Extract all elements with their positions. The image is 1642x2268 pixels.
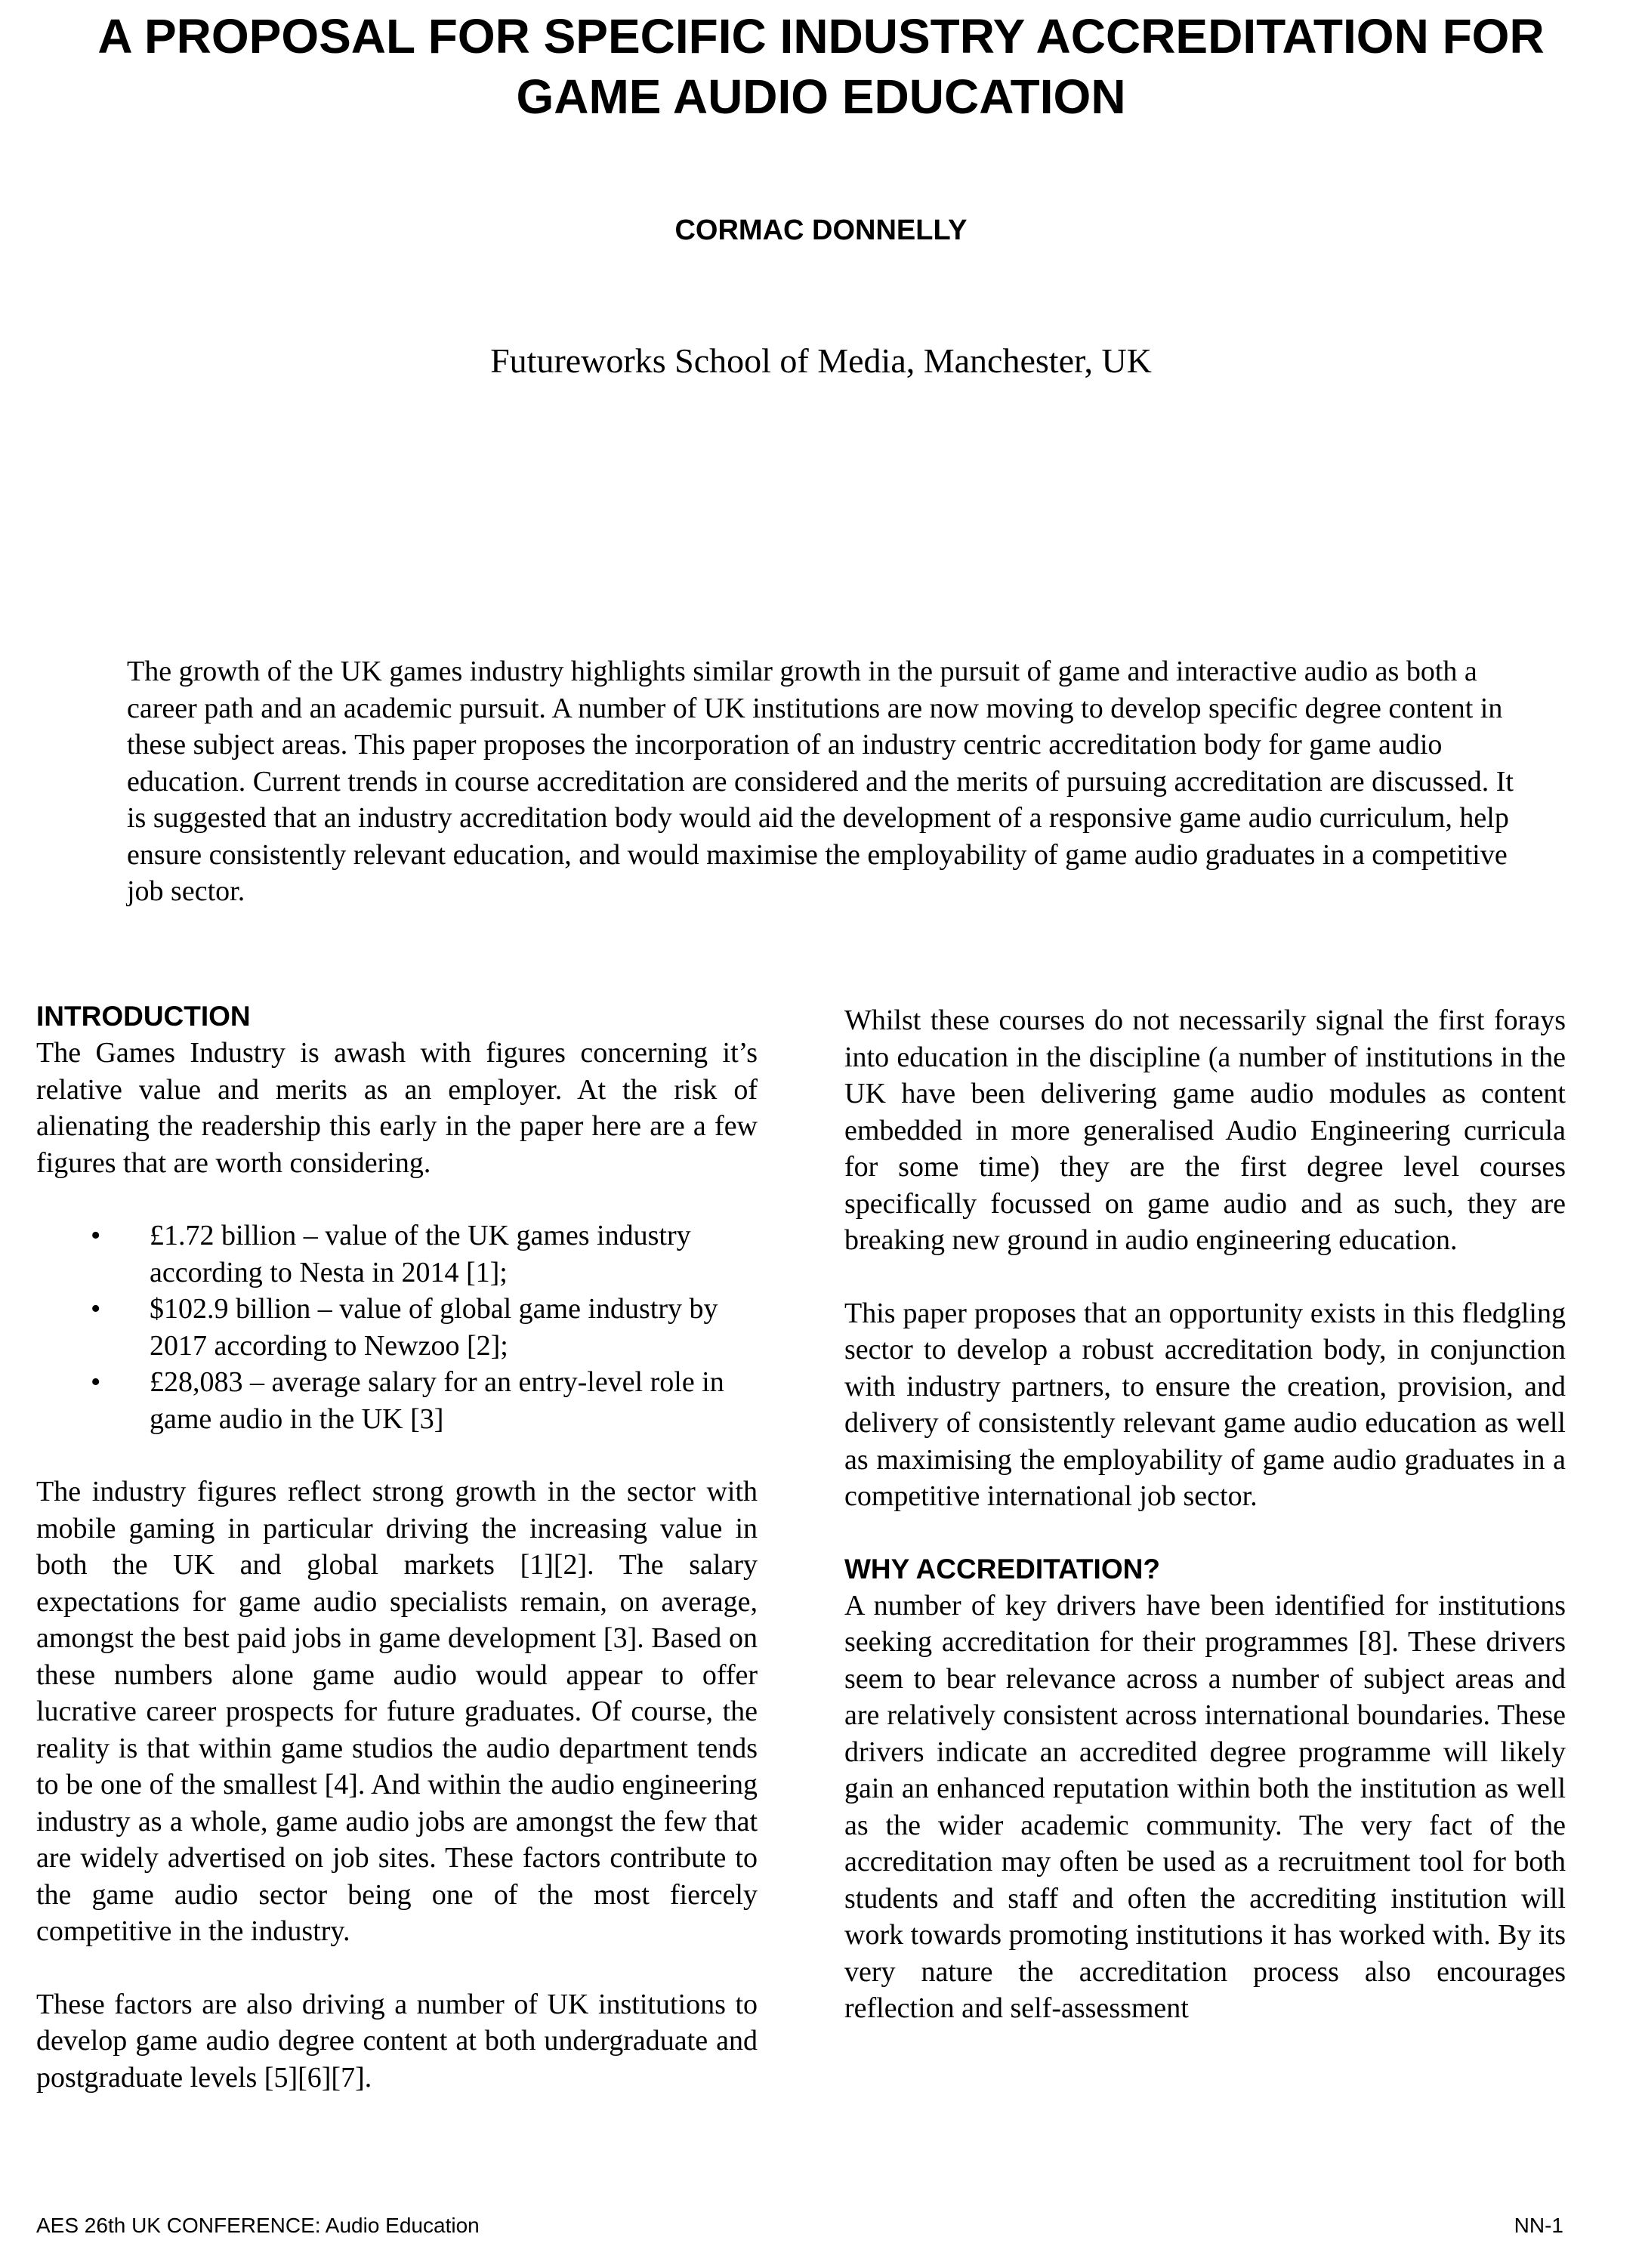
list-item-text: £28,083 – average salary for an entry-level role in game audio in the UK [3] bbox=[150, 1366, 724, 1435]
introduction-paragraph-3: These factors are also driving a number of UK institutions to develop game audio degree content at both undergraduate and postgraduate levels [5][6][7]. bbox=[36, 1988, 758, 2094]
author-affiliation: Futureworks School of Media, Manchester, UK bbox=[490, 341, 1152, 380]
introduction-paragraph-2: The industry figures reflect strong growth in the sector with mobile gaming in particular driving the increasing value in both the UK and global markets [1][2]. The salary expectations for game audio specialists remain, on average, amongst the best paid jobs in game development [3]. Based on these numbers alone game audio would appear to offer lucrative career prospects for future graduates. Of course, the reality is that within game studios the audio department tends to be one of the smallest [4]. And within the audio engineering industry as a whole, game audio jobs are amongst the few that are widely advertised on job sites. These factors contribute to the game audio sector being one of the most fiercely competitive in the industry. bbox=[36, 1476, 758, 1947]
list-item-text: $102.9 billion – value of global game industry by 2017 according to Newzoo [2]; bbox=[150, 1293, 718, 1362]
left-column bbox=[36, 998, 758, 2096]
introduction-paragraph-5: This paper proposes that an opportunity exists in this fledgling sector to develop a robust accreditation body, in conjunction with industry partners, to ensure the creation, provision, and delivery of consistently relevant game audio education as well as maximising the employability of game audio graduates in a competitive international job sector. bbox=[844, 1297, 1566, 1512]
introduction-paragraph-1: The Games Industry is awash with figures concerning it’s relative value and merits as an employer. At the risk of alienating the readership this early in the paper here are a few figures that are worth considering. bbox=[36, 1037, 758, 1179]
introduction-heading: INTRODUCTION bbox=[36, 1001, 251, 1032]
list-item bbox=[36, 1291, 758, 1364]
bullet-dot: • bbox=[91, 1366, 101, 1398]
list-item bbox=[36, 1217, 758, 1291]
introduction-paragraph-4: Whilst these courses do not necessarily signal the first forays into education in the discipline (a number of institutions in the UK have been delivering game audio modules as content embedded in more generalised Audio Engineering curricula for some time) they are the first degree level courses specifically focussed on game audio and as such, they are breaking new ground in audio engineering education. bbox=[844, 1004, 1566, 1256]
right-column bbox=[844, 1002, 1566, 2027]
bullet-dot: • bbox=[91, 1293, 101, 1325]
paper-title: A PROPOSAL FOR SPECIFIC INDUSTRY ACCREDITATION FOR GAME AUDIO EDUCATION bbox=[97, 9, 1545, 124]
industry-figures-list bbox=[36, 1217, 758, 1437]
list-item-text: £1.72 billion – value of the UK games industry according to Nesta in 2014 [1]; bbox=[150, 1220, 691, 1288]
footer-conference: AES 26th UK CONFERENCE: Audio Education bbox=[36, 2214, 480, 2237]
abstract: The growth of the UK games industry highlights similar growth in the pursuit of game and interactive audio as both a career path and an academic pursuit. A number of UK institutions are now moving to develop specific degree content in these subject areas. This paper proposes the incorporation of an industry centric accreditation body for game audio education. Current trends in course accreditation are considered and the merits of pursuing accreditation are discussed. It is suggested that an industry accreditation body would aid the development of a responsive game audio curriculum, help ensure consistently relevant education, and would maximise the employability of game audio graduates in a competitive job sector. bbox=[127, 656, 1514, 907]
list-item bbox=[36, 1364, 758, 1437]
bullet-dot: • bbox=[91, 1220, 101, 1251]
why-accreditation-heading: WHY ACCREDITATION? bbox=[844, 1553, 1160, 1585]
footer-page-number: NN-1 bbox=[1514, 2214, 1563, 2237]
author-name: CORMAC DONNELLY bbox=[674, 214, 968, 246]
why-accreditation-paragraph-1: A number of key drivers have been identified for institutions seeking accreditation for their programmes [8]. These drivers seem to bear relevance across a number of subject areas and are relatively consistent across international boundaries. These drivers indicate an accredited degree programme will likely gain an enhanced reputation within both the institution as well as the wider academic community. The very fact of the accreditation may often be used as a recruitment tool for both students and staff and often the accrediting institution will work towards promoting institutions it has worked with. By its very nature the accreditation process also encourages reflection and self-assessment bbox=[844, 1589, 1566, 2024]
